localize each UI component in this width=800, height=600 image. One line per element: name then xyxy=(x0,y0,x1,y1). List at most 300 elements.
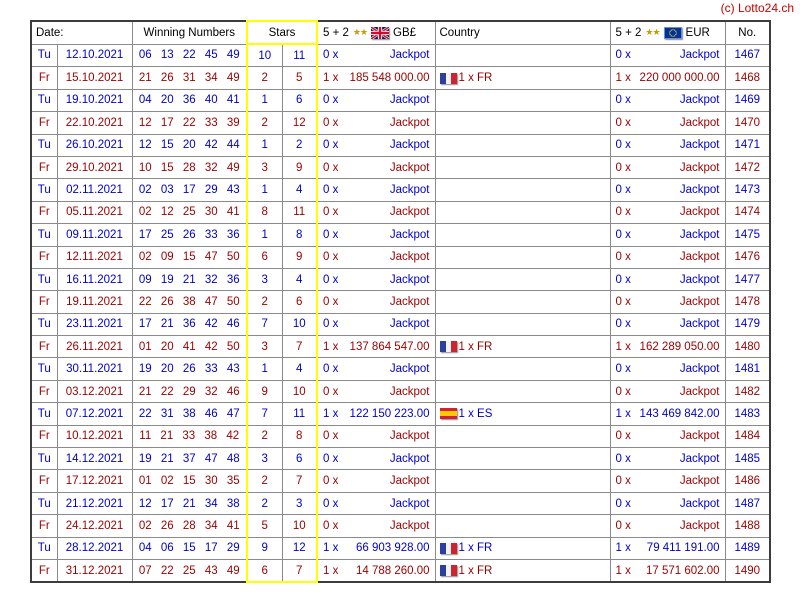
draw-number-cell: 1474 xyxy=(725,201,770,223)
table-row xyxy=(31,559,770,582)
draw-number-cell: 1484 xyxy=(725,425,770,447)
date-cell: 02.11.2021 xyxy=(57,179,132,201)
star2-cell: 2 xyxy=(282,134,317,156)
star2-cell: 5 xyxy=(282,67,317,89)
col-header-winning-numbers: Winning Numbers xyxy=(132,21,247,44)
star1-cell: 6 xyxy=(247,559,282,582)
date-cell: 24.12.2021 xyxy=(57,515,132,537)
gbp-winner-count: 0 x xyxy=(323,251,339,264)
gbp-winner-count: 0 x xyxy=(323,116,339,129)
draw-number-cell: 1471 xyxy=(725,134,770,156)
gbp-amount: Jackpot xyxy=(389,184,430,197)
col-header-no: No. xyxy=(725,21,770,44)
france-flag-icon xyxy=(440,565,457,576)
draw-number-cell: 1478 xyxy=(725,291,770,313)
star1-cell: 1 xyxy=(247,134,282,156)
table-row xyxy=(31,425,770,447)
eur-prize-cell xyxy=(610,201,725,223)
winning-numbers-cell: 11 21 33 38 42 xyxy=(132,425,247,447)
gbp-amount: Jackpot xyxy=(389,116,430,129)
eur-amount: Jackpot xyxy=(679,251,720,264)
gbp-winner-count: 0 x xyxy=(323,385,339,398)
star2-cell: 10 xyxy=(282,380,317,402)
date-cell: 19.11.2021 xyxy=(57,291,132,313)
gbp-prize-cell xyxy=(317,425,435,447)
country-cell xyxy=(435,291,610,313)
table-row xyxy=(31,89,770,111)
eur-winner-count: 0 x xyxy=(615,363,631,376)
gbp-winner-count: 0 x xyxy=(323,161,339,174)
table-row xyxy=(31,380,770,402)
date-cell: 22.10.2021 xyxy=(57,112,132,134)
star1-cell: 8 xyxy=(247,201,282,223)
star2-cell: 12 xyxy=(282,112,317,134)
country-cell xyxy=(435,201,610,223)
date-cell: 29.10.2021 xyxy=(57,156,132,178)
eur-winner-count: 0 x xyxy=(615,273,631,286)
star1-cell: 5 xyxy=(247,515,282,537)
country-cell xyxy=(435,224,610,246)
eur-prize-cell xyxy=(610,156,725,178)
gbp-winner-count: 0 x xyxy=(323,363,339,376)
eur-amount: Jackpot xyxy=(679,385,720,398)
gbp-winner-count: 1 x xyxy=(323,407,339,420)
eur-prize-cell xyxy=(610,515,725,537)
winning-numbers-cell: 07 22 25 43 49 xyxy=(132,559,247,582)
country-cell xyxy=(435,134,610,156)
star2-cell: 3 xyxy=(282,492,317,514)
date-cell: 28.12.2021 xyxy=(57,537,132,559)
star1-cell: 9 xyxy=(247,380,282,402)
col-header-eur xyxy=(610,21,725,44)
day-cell: Fr xyxy=(31,201,57,223)
table-row xyxy=(31,313,770,335)
winning-numbers-cell: 01 02 15 30 35 xyxy=(132,470,247,492)
gbp-winner-count: 0 x xyxy=(323,318,339,331)
star2-cell: 6 xyxy=(282,89,317,111)
eur-header-currency: EUR xyxy=(685,26,710,39)
star2-cell: 6 xyxy=(282,291,317,313)
gbp-winner-count: 0 x xyxy=(323,49,339,62)
gbp-prize-cell xyxy=(317,246,435,268)
date-cell: 05.11.2021 xyxy=(57,201,132,223)
country-cell xyxy=(435,470,610,492)
country-cell xyxy=(435,179,610,201)
eur-prize-cell xyxy=(610,224,725,246)
eur-prize-cell xyxy=(610,246,725,268)
day-cell: Fr xyxy=(31,470,57,492)
country-cell xyxy=(435,112,610,134)
date-cell: 26.11.2021 xyxy=(57,336,132,358)
star1-cell: 3 xyxy=(247,156,282,178)
star2-cell: 9 xyxy=(282,246,317,268)
eur-amount: 17 571 602.00 xyxy=(645,564,720,577)
country-cell xyxy=(435,559,610,582)
winning-numbers-cell: 17 21 36 42 46 xyxy=(132,313,247,335)
table-row xyxy=(31,201,770,223)
table-row xyxy=(31,44,770,67)
results-table xyxy=(30,20,771,583)
country-cell xyxy=(435,537,610,559)
gbp-amount: Jackpot xyxy=(389,273,430,286)
eur-prize-cell xyxy=(610,179,725,201)
eur-prize-cell xyxy=(610,89,725,111)
day-cell: Fr xyxy=(31,67,57,89)
draw-number-cell: 1475 xyxy=(725,224,770,246)
day-cell: Fr xyxy=(31,380,57,402)
country-cell xyxy=(435,67,610,89)
draw-number-cell: 1485 xyxy=(725,448,770,470)
country-cell xyxy=(435,425,610,447)
eur-winner-count: 1 x xyxy=(615,340,631,353)
gbp-winner-count: 0 x xyxy=(323,475,339,488)
star1-cell: 2 xyxy=(247,492,282,514)
table-row xyxy=(31,358,770,380)
winning-numbers-cell: 02 12 25 30 41 xyxy=(132,201,247,223)
gbp-prize-cell xyxy=(317,358,435,380)
eur-amount: Jackpot xyxy=(679,519,720,532)
winning-numbers-cell: 06 13 22 45 49 xyxy=(132,44,247,67)
eur-winner-count: 0 x xyxy=(615,139,631,152)
draw-number-cell: 1476 xyxy=(725,246,770,268)
eur-amount: 143 469 842.00 xyxy=(639,407,720,420)
star2-cell: 8 xyxy=(282,425,317,447)
star2-cell: 7 xyxy=(282,470,317,492)
eur-prize-cell xyxy=(610,313,725,335)
country-cell xyxy=(435,515,610,537)
day-cell: Fr xyxy=(31,291,57,313)
gbp-prize-cell xyxy=(317,268,435,290)
eur-header-prefix: 5 + 2 xyxy=(615,26,642,39)
day-cell: Tu xyxy=(31,358,57,380)
country-cell xyxy=(435,358,610,380)
gbp-amount: Jackpot xyxy=(389,94,430,107)
day-cell: Fr xyxy=(31,515,57,537)
eur-prize-cell xyxy=(610,268,725,290)
draw-number-cell: 1483 xyxy=(725,403,770,425)
draw-number-cell: 1480 xyxy=(725,336,770,358)
gbp-prize-cell xyxy=(317,89,435,111)
gbp-winner-count: 0 x xyxy=(323,452,339,465)
eur-prize-cell xyxy=(610,403,725,425)
winning-numbers-cell: 22 26 38 47 50 xyxy=(132,291,247,313)
eur-winner-count: 0 x xyxy=(615,318,631,331)
date-cell: 12.10.2021 xyxy=(57,44,132,67)
eur-amount: Jackpot xyxy=(679,94,720,107)
gbp-amount: 66 903 928.00 xyxy=(355,542,430,555)
table-row xyxy=(31,156,770,178)
table-row xyxy=(31,112,770,134)
date-cell: 17.12.2021 xyxy=(57,470,132,492)
gbp-prize-cell xyxy=(317,515,435,537)
day-cell: Tu xyxy=(31,537,57,559)
winning-numbers-cell: 19 21 37 47 48 xyxy=(132,448,247,470)
day-cell: Tu xyxy=(31,134,57,156)
table-row xyxy=(31,537,770,559)
results-table-container xyxy=(30,20,771,583)
date-cell: 16.11.2021 xyxy=(57,268,132,290)
country-cell xyxy=(435,246,610,268)
country-label: 1 x ES xyxy=(458,407,493,420)
star1-cell: 7 xyxy=(247,403,282,425)
eur-amount: Jackpot xyxy=(679,139,720,152)
uk-flag-icon xyxy=(371,27,389,39)
gbp-winner-count: 0 x xyxy=(323,228,339,241)
gbp-prize-cell xyxy=(317,201,435,223)
eur-amount: Jackpot xyxy=(679,430,720,443)
eur-winner-count: 1 x xyxy=(615,542,631,555)
winning-numbers-cell: 02 26 28 34 41 xyxy=(132,515,247,537)
winning-numbers-cell: 04 20 36 40 41 xyxy=(132,89,247,111)
draw-number-cell: 1469 xyxy=(725,89,770,111)
gbp-amount: 14 788 260.00 xyxy=(355,564,430,577)
eu-flag-icon xyxy=(664,27,682,39)
date-cell: 26.10.2021 xyxy=(57,134,132,156)
date-cell: 23.11.2021 xyxy=(57,313,132,335)
eur-amount: Jackpot xyxy=(679,206,720,219)
draw-number-cell: 1477 xyxy=(725,268,770,290)
winning-numbers-cell: 02 09 15 47 50 xyxy=(132,246,247,268)
gbp-prize-cell xyxy=(317,224,435,246)
star2-cell: 4 xyxy=(282,179,317,201)
star2-cell: 4 xyxy=(282,268,317,290)
eur-prize-cell xyxy=(610,291,725,313)
eur-winner-count: 1 x xyxy=(615,72,631,85)
winning-numbers-cell: 17 25 26 33 36 xyxy=(132,224,247,246)
star2-cell: 7 xyxy=(282,336,317,358)
day-cell: Fr xyxy=(31,156,57,178)
star2-cell: 8 xyxy=(282,224,317,246)
eur-amount: 220 000 000.00 xyxy=(639,72,720,85)
day-cell: Tu xyxy=(31,268,57,290)
date-cell: 19.10.2021 xyxy=(57,89,132,111)
day-cell: Fr xyxy=(31,246,57,268)
day-cell: Fr xyxy=(31,112,57,134)
winning-numbers-cell: 12 15 20 42 44 xyxy=(132,134,247,156)
star1-cell: 1 xyxy=(247,179,282,201)
star2-cell: 4 xyxy=(282,358,317,380)
winning-numbers-cell: 10 15 28 32 49 xyxy=(132,156,247,178)
star1-cell: 9 xyxy=(247,537,282,559)
gbp-amount: Jackpot xyxy=(389,452,430,465)
eur-winner-count: 0 x xyxy=(615,228,631,241)
star1-cell: 2 xyxy=(247,67,282,89)
eur-amount: Jackpot xyxy=(679,497,720,510)
date-cell: 09.11.2021 xyxy=(57,224,132,246)
gbp-winner-count: 0 x xyxy=(323,273,339,286)
gbp-winner-count: 0 x xyxy=(323,430,339,443)
gbp-prize-cell xyxy=(317,179,435,201)
date-cell: 12.11.2021 xyxy=(57,246,132,268)
star1-cell: 1 xyxy=(247,224,282,246)
day-cell: Fr xyxy=(31,559,57,582)
gbp-winner-count: 1 x xyxy=(323,340,339,353)
copyright-label: (c) Lotto24.ch xyxy=(720,1,794,15)
gbp-winner-count: 0 x xyxy=(323,519,339,532)
gbp-amount: Jackpot xyxy=(389,49,430,62)
col-header-country: Country xyxy=(435,21,610,44)
gbp-prize-cell xyxy=(317,134,435,156)
eur-winner-count: 1 x xyxy=(615,407,631,420)
star2-cell: 10 xyxy=(282,515,317,537)
table-row xyxy=(31,224,770,246)
winning-numbers-cell: 04 06 15 17 29 xyxy=(132,537,247,559)
country-cell xyxy=(435,492,610,514)
gbp-amount: Jackpot xyxy=(389,519,430,532)
gbp-prize-cell xyxy=(317,112,435,134)
eur-winner-count: 0 x xyxy=(615,206,631,219)
france-flag-icon xyxy=(440,543,457,554)
eur-prize-cell xyxy=(610,559,725,582)
eur-amount: Jackpot xyxy=(679,228,720,241)
star1-cell: 1 xyxy=(247,358,282,380)
col-header-gbp xyxy=(317,21,435,44)
draw-number-cell: 1479 xyxy=(725,313,770,335)
country-label: 1 x FR xyxy=(458,542,493,555)
country-cell xyxy=(435,268,610,290)
date-cell: 30.11.2021 xyxy=(57,358,132,380)
draw-number-cell: 1489 xyxy=(725,537,770,559)
eur-prize-cell xyxy=(610,134,725,156)
winning-numbers-cell: 21 26 31 34 49 xyxy=(132,67,247,89)
star2-cell: 9 xyxy=(282,156,317,178)
gbp-amount: Jackpot xyxy=(389,318,430,331)
table-row xyxy=(31,134,770,156)
star1-cell: 10 xyxy=(247,44,282,67)
eur-winner-count: 0 x xyxy=(615,184,631,197)
table-row xyxy=(31,179,770,201)
table-row xyxy=(31,268,770,290)
draw-number-cell: 1468 xyxy=(725,67,770,89)
eur-amount: Jackpot xyxy=(679,295,720,308)
eur-winner-count: 0 x xyxy=(615,94,631,107)
country-cell xyxy=(435,313,610,335)
eur-prize-cell xyxy=(610,336,725,358)
table-row xyxy=(31,67,770,89)
star2-cell: 6 xyxy=(282,448,317,470)
eur-prize-cell xyxy=(610,470,725,492)
table-row xyxy=(31,291,770,313)
gbp-amount: 122 150 223.00 xyxy=(349,407,430,420)
col-header-stars: Stars xyxy=(247,21,317,44)
gbp-winner-count: 0 x xyxy=(323,139,339,152)
gbp-winner-count: 0 x xyxy=(323,94,339,107)
france-flag-icon xyxy=(440,341,457,352)
star1-cell: 6 xyxy=(247,246,282,268)
star2-cell: 11 xyxy=(282,403,317,425)
eur-winner-count: 0 x xyxy=(615,161,631,174)
eur-winner-count: 0 x xyxy=(615,519,631,532)
eur-amount: 162 289 050.00 xyxy=(639,340,720,353)
eur-amount: Jackpot xyxy=(679,184,720,197)
gbp-winner-count: 0 x xyxy=(323,206,339,219)
gbp-header-currency: GB£ xyxy=(393,26,417,39)
winning-numbers-cell: 22 31 38 46 47 xyxy=(132,403,247,425)
gbp-header-prefix: 5 + 2 xyxy=(323,26,349,39)
date-cell: 10.12.2021 xyxy=(57,425,132,447)
gbp-prize-cell xyxy=(317,559,435,582)
gbp-winner-count: 0 x xyxy=(323,497,339,510)
gold-stars-icon: ★★ xyxy=(645,27,660,38)
eur-amount: Jackpot xyxy=(679,452,720,465)
gbp-winner-count: 1 x xyxy=(323,564,339,577)
draw-number-cell: 1472 xyxy=(725,156,770,178)
star2-cell: 10 xyxy=(282,313,317,335)
gbp-amount: Jackpot xyxy=(389,206,430,219)
gbp-amount: Jackpot xyxy=(389,295,430,308)
gbp-prize-cell xyxy=(317,336,435,358)
star1-cell: 3 xyxy=(247,336,282,358)
eur-prize-cell xyxy=(610,112,725,134)
star2-cell: 11 xyxy=(282,44,317,67)
day-cell: Fr xyxy=(31,425,57,447)
table-row xyxy=(31,515,770,537)
country-cell xyxy=(435,336,610,358)
winning-numbers-cell: 12 17 22 33 39 xyxy=(132,112,247,134)
eur-prize-cell xyxy=(610,448,725,470)
gbp-amount: Jackpot xyxy=(389,161,430,174)
eur-amount: Jackpot xyxy=(679,161,720,174)
gbp-winner-count: 0 x xyxy=(323,295,339,308)
date-cell: 03.12.2021 xyxy=(57,380,132,402)
eur-prize-cell xyxy=(610,537,725,559)
eur-winner-count: 1 x xyxy=(615,564,631,577)
star1-cell: 2 xyxy=(247,112,282,134)
date-cell: 07.12.2021 xyxy=(57,403,132,425)
gbp-amount: Jackpot xyxy=(389,475,430,488)
gbp-prize-cell xyxy=(317,380,435,402)
winning-numbers-cell: 01 20 41 42 50 xyxy=(132,336,247,358)
gbp-prize-cell xyxy=(317,403,435,425)
draw-number-cell: 1487 xyxy=(725,492,770,514)
country-cell xyxy=(435,403,610,425)
eur-winner-count: 0 x xyxy=(615,251,631,264)
winning-numbers-cell: 02 03 17 29 43 xyxy=(132,179,247,201)
gbp-amount: Jackpot xyxy=(389,497,430,510)
col-header-date: Date: xyxy=(31,21,132,44)
eur-prize-cell xyxy=(610,380,725,402)
gbp-prize-cell xyxy=(317,313,435,335)
table-row xyxy=(31,470,770,492)
draw-number-cell: 1470 xyxy=(725,112,770,134)
draw-number-cell: 1486 xyxy=(725,470,770,492)
header-row xyxy=(31,21,770,44)
country-cell xyxy=(435,44,610,67)
star1-cell: 7 xyxy=(247,313,282,335)
date-cell: 31.12.2021 xyxy=(57,559,132,582)
gbp-winner-count: 1 x xyxy=(323,72,339,85)
star2-cell: 11 xyxy=(282,201,317,223)
date-cell: 15.10.2021 xyxy=(57,67,132,89)
gbp-amount: 185 548 000.00 xyxy=(349,72,430,85)
eur-prize-cell xyxy=(610,67,725,89)
day-cell: Tu xyxy=(31,492,57,514)
winning-numbers-cell: 12 17 21 34 38 xyxy=(132,492,247,514)
table-row xyxy=(31,492,770,514)
gbp-prize-cell xyxy=(317,67,435,89)
country-cell xyxy=(435,448,610,470)
eur-amount: Jackpot xyxy=(679,475,720,488)
star1-cell: 2 xyxy=(247,470,282,492)
eur-prize-cell xyxy=(610,425,725,447)
gbp-winner-count: 1 x xyxy=(323,542,339,555)
eur-winner-count: 0 x xyxy=(615,497,631,510)
gold-stars-icon: ★★ xyxy=(352,27,368,38)
day-cell: Tu xyxy=(31,313,57,335)
star1-cell: 3 xyxy=(247,448,282,470)
country-label: 1 x FR xyxy=(458,340,493,353)
gbp-amount: Jackpot xyxy=(389,430,430,443)
